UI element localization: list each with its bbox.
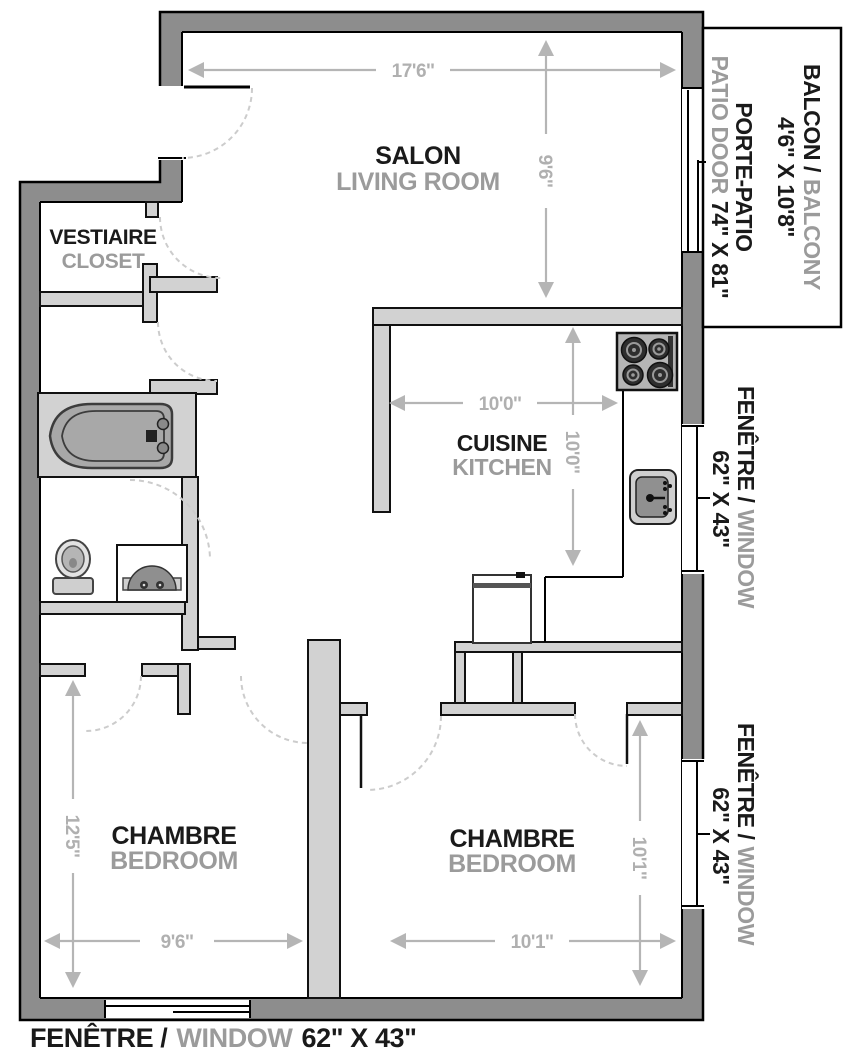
balcony-size-label: 4'6" X 10'8" — [773, 116, 799, 238]
bedroom1-top-wall-a — [40, 664, 85, 676]
dim-cuisine-width — [389, 390, 618, 416]
dim-chambre2-width-label: 10'1'' — [510, 932, 554, 953]
bathtub-icon — [50, 404, 172, 468]
hall-stub-wall — [198, 637, 235, 649]
vestiaire-bottom-wall — [40, 292, 155, 306]
dim-chambre2-height-label: 10'1'' — [628, 836, 649, 880]
balcony-label-line1: BALCON /BALCONY — [799, 64, 825, 290]
bedroom2-door-arc — [367, 716, 441, 790]
dim-chambre2-width — [390, 928, 676, 954]
bedroom-window-label-line1: FENÊTRE /WINDOW — [733, 722, 759, 946]
bedroom1-door-arc-2 — [241, 676, 308, 743]
dim-salon-height-label: 9'6'' — [534, 154, 555, 188]
closet-wall-mid — [513, 652, 522, 703]
bedroom1-door-arc — [86, 676, 141, 731]
corridor-lower-wall — [150, 380, 217, 394]
salon-label-fr: SALON — [375, 142, 461, 170]
bedroom-divider-wall — [308, 640, 340, 998]
chambre2-label-en: BEDROOM — [448, 850, 576, 878]
bedroom2-top-wall-a — [441, 703, 575, 715]
bedroom2-top-wall-b — [627, 703, 682, 715]
dim-cuisine-width-label: 10'0'' — [478, 394, 522, 415]
corridor-door-arc — [158, 322, 217, 381]
sink-icon — [630, 470, 676, 524]
bedroom1-top-wall-leg — [178, 664, 190, 714]
dim-chambre1-height-label: 12'5'' — [61, 814, 82, 858]
bedroom-window-size-label: 62" X 43" — [708, 787, 734, 885]
salon-label-en: LIVING ROOM — [336, 168, 500, 196]
dim-chambre2-height — [627, 720, 653, 986]
dim-salon-width — [188, 57, 676, 83]
chambre1-label-fr: CHAMBRE — [111, 822, 237, 850]
entry-door-arc — [182, 88, 252, 158]
vestiaire-door-stub — [146, 202, 158, 217]
vestiaire-label-en: CLOSET — [61, 250, 145, 273]
bottom-window-label: FENÊTRE / WINDOW 62" X 43" — [30, 1023, 417, 1053]
vanity-sink-icon — [117, 545, 187, 602]
vestiaire-door-arc — [160, 217, 221, 278]
vestiaire-label-fr: VESTIAIRE — [49, 226, 157, 249]
closet-wall-left — [455, 652, 465, 703]
bottom-window-opening — [104, 1000, 251, 1018]
entry-door-opening — [157, 86, 250, 160]
dim-salon-width-label: 17'6'' — [391, 61, 435, 82]
corridor-upper-wall — [150, 277, 217, 292]
kitchen-window-opening — [681, 424, 710, 574]
kitchen-top-wall — [373, 308, 682, 325]
refrigerator-icon — [473, 572, 531, 643]
closet-door-arc — [575, 714, 627, 766]
patio-door-label-en: PATIO DOOR74" X 81" — [707, 55, 733, 299]
dim-chambre1-width — [44, 928, 303, 954]
chambre1-label-en: BEDROOM — [110, 847, 238, 875]
toilet-icon — [53, 540, 93, 594]
stove-icon — [617, 333, 677, 390]
bedroom-window-label — [708, 723, 760, 946]
kitchen-window-label-line1: FENÊTRE /WINDOW — [733, 385, 759, 609]
patio-door-label-fr: PORTE-PATIO — [731, 102, 757, 252]
bathroom-bottom-wall — [40, 602, 185, 614]
cuisine-label-en: KITCHEN — [452, 454, 552, 480]
dim-salon-height — [533, 40, 559, 298]
kitchen-left-wall — [373, 325, 390, 512]
dim-cuisine-height-label: 10'0'' — [561, 430, 582, 474]
dim-cuisine-height — [560, 327, 586, 566]
dim-chambre1-width-label: 9'6'' — [160, 932, 194, 953]
cuisine-label-fr: CUISINE — [456, 430, 548, 456]
kitchen-window-size-label: 62" X 43" — [708, 450, 734, 548]
kitchen-window-label — [708, 386, 760, 609]
bedroom-window-opening — [681, 759, 710, 909]
chambre2-label-fr: CHAMBRE — [449, 825, 575, 853]
divider-step — [340, 703, 367, 715]
